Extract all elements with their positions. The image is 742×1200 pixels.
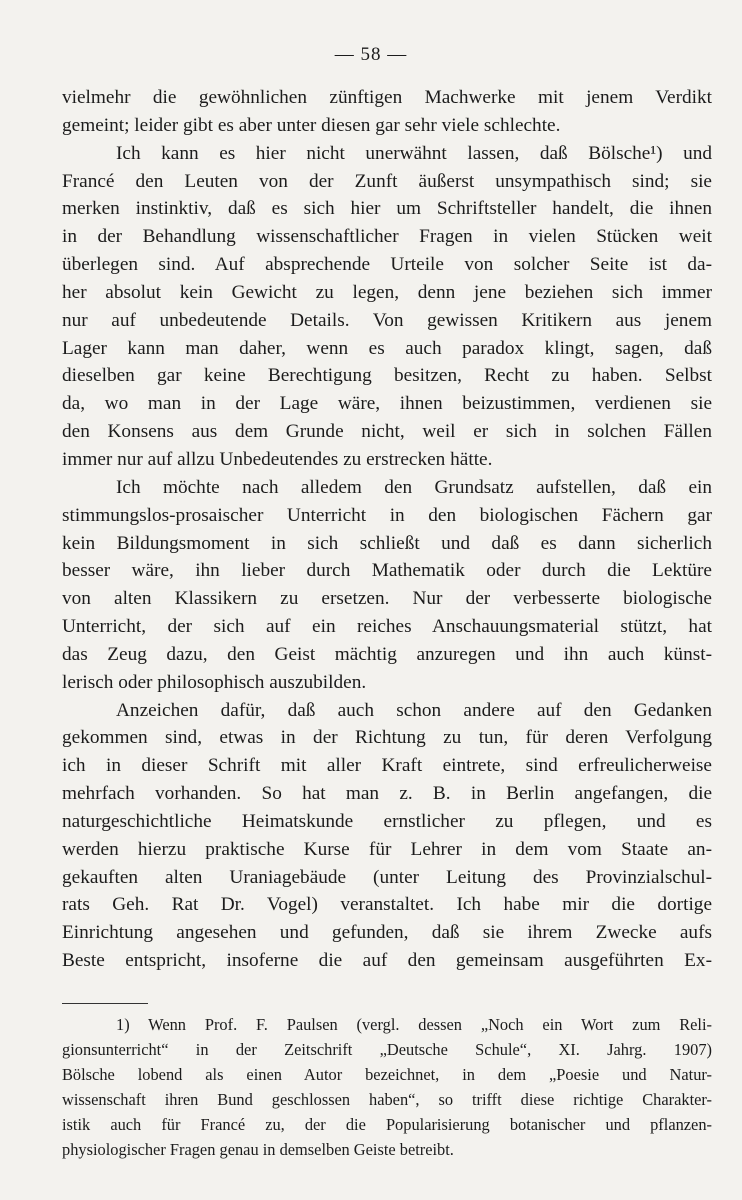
body-text-line: überlegen sind. Auf absprechende Urteile von solcher Seite ist da- [62, 254, 712, 276]
body-text-line: Ich kann es hier nicht unerwähnt lassen, daß Bölsche¹) und [116, 142, 712, 164]
body-text-line: in der Behandlung wissenschaftlicher Fragen in vielen Stücken weit [62, 226, 712, 248]
footnote-line: physiologischer Fragen genau in demselben Geiste betreibt. [62, 1140, 454, 1159]
footnote-line: istik auch für Francé zu, der die Popularisierung botanischer und pflanzen- [62, 1115, 712, 1134]
body-text-line: dieselben gar keine Berechtigung besitzen, Recht zu haben. Selbst [62, 365, 712, 387]
body-text-line: Ich möchte nach alledem den Grundsatz aufstellen, daß ein [116, 476, 712, 498]
body-text-line: Beste entspricht, insoferne die auf den gemeinsam ausgeführten Ex- [62, 950, 712, 972]
body-text [62, 84, 712, 975]
body-text-line: Unterricht, der sich auf ein reiches Anschauungsmaterial stützt, hat [62, 616, 712, 638]
footnote-line: wissenschaft ihren Bund geschlossen haben“, so trifft diese richtige Charakter- [62, 1090, 712, 1109]
body-text-line: gemeint; leider gibt es aber unter diesen gar sehr viele schlechte. [62, 114, 561, 136]
body-text-line: von alten Klassikern zu ersetzen. Nur der verbesserte biologische [62, 588, 712, 610]
body-text-line: kein Bildungsmoment in sich schließt und daß es dann sicherlich [62, 532, 712, 554]
body-text-line: naturgeschichtliche Heimatskunde ernstlicher zu pflegen, und es [62, 810, 712, 832]
body-text-line: gekauften alten Uraniagebäude (unter Leitung des Provinzialschul- [62, 866, 712, 888]
footnote-line: 1) Wenn Prof. F. Paulsen (vergl. dessen „Noch ein Wort zum Reli- [116, 1015, 712, 1034]
body-text-line: lerisch oder philosophisch auszubilden. [62, 671, 367, 693]
body-text-line: immer nur auf allzu Unbedeutendes zu erstrecken hätte. [62, 448, 493, 470]
footnote-divider [62, 1003, 148, 1004]
body-text-line: stimmungslos-prosaischer Unterricht in den biologischen Fächern gar [62, 504, 712, 526]
body-text-line: ich in dieser Schrift mit aller Kraft eintrete, sind erfreulicherweise [62, 755, 712, 777]
footnotes [62, 1012, 712, 1162]
body-text-line: nur auf unbedeutende Details. Von gewissen Kritikern aus jenem [62, 309, 712, 331]
body-text-line: Lager kann man daher, wenn es auch paradox klingt, sagen, daß [62, 337, 712, 359]
page-number: — 58 — [334, 44, 408, 65]
body-text-line: werden hierzu praktische Kurse für Lehrer in dem vom Staate an- [62, 838, 712, 860]
body-text-line: gekommen sind, etwas in der Richtung zu tun, für deren Verfolgung [62, 727, 712, 749]
body-text-line: her absolut kein Gewicht zu legen, denn jene beziehen sich immer [62, 281, 712, 303]
body-text-line: Francé den Leuten von der Zunft äußerst unsympathisch sind; sie [62, 170, 712, 192]
body-text-line: da, wo man in der Lage wäre, ihnen beizustimmen, verdienen sie [62, 393, 712, 415]
body-text-line: besser wäre, ihn lieber durch Mathematik oder durch die Lektüre [62, 560, 712, 582]
body-text-line: rats Geh. Rat Dr. Vogel) veranstaltet. Ich habe mir die dortige [62, 894, 712, 916]
body-text-line: mehrfach vorhanden. So hat man z. B. in Berlin angefangen, die [62, 783, 712, 805]
footnote-line: gionsunterricht“ in der Zeitschrift „Deutsche Schule“, XI. Jahrg. 1907) [62, 1040, 712, 1059]
body-text-line: vielmehr die gewöhnlichen zünftigen Machwerke mit jenem Verdikt [62, 87, 712, 108]
body-text-line: Anzeichen dafür, daß auch schon andere auf den Gedanken [116, 699, 712, 721]
footnote-line: Bölsche lobend als einen Autor bezeichnet, in dem „Poesie und Natur- [62, 1065, 712, 1084]
body-text-line: Einrichtung angesehen und gefunden, daß sie ihrem Zwecke aufs [62, 922, 712, 944]
body-text-line: den Konsens aus dem Grunde nicht, weil er sich in solchen Fällen [62, 421, 712, 443]
body-text-line: merken instinktiv, daß es sich hier um Schriftsteller handelt, die ihnen [62, 198, 712, 220]
body-text-line: das Zeug dazu, den Geist mächtig anzuregen und ihn auch künst- [62, 643, 712, 665]
